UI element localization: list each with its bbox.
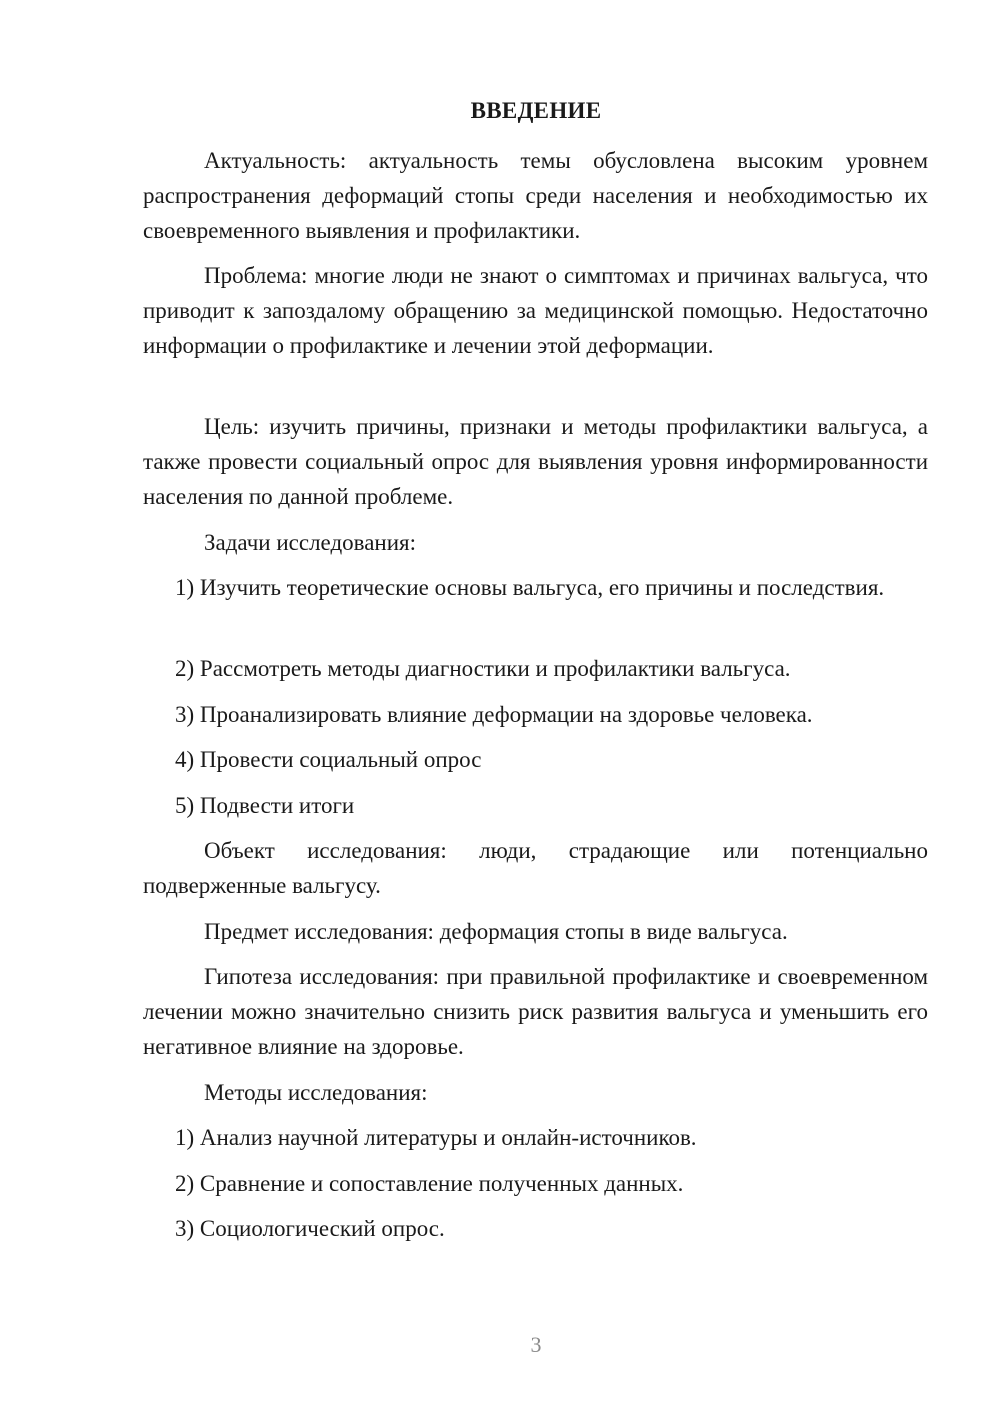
- object-paragraph: Объект исследования: люди, страдающие или потенциально подверженные вальгусу.: [143, 838, 928, 898]
- method-item: 3) Социологический опрос.: [175, 1216, 445, 1241]
- page-number: 3: [530, 1332, 542, 1357]
- task-item: 1) Изучить теоретические основы вальгуса, его причины и последствия.: [175, 575, 885, 600]
- task-item: 4) Провести социальный опрос: [175, 747, 482, 772]
- task-item: 2) Рассмотреть методы диагностики и профилактики вальгуса.: [175, 656, 791, 681]
- problem-paragraph: Проблема: многие люди не знают о симптомах и причинах вальгуса, что приводит к запоздалому обращению за медицинской помощью. Недостаточно информации о профилактике и лечении этой деформации.: [143, 263, 928, 358]
- hypothesis-paragraph: Гипотеза исследования: при правильной профилактике и своевременном лечении можно значительно снизить риск развития вальгуса и уменьшить его негативное влияние на здоровье.: [143, 964, 928, 1059]
- method-item: 2) Сравнение и сопоставление полученных данных.: [175, 1171, 684, 1196]
- tasks-heading: Задачи исследования:: [204, 530, 417, 555]
- method-item: 1) Анализ научной литературы и онлайн-источников.: [175, 1125, 697, 1150]
- subject-paragraph: Предмет исследования: деформация стопы в виде вальгуса.: [204, 919, 788, 944]
- goal-paragraph: Цель: изучить причины, признаки и методы профилактики вальгуса, а также провести социальный опрос для выявления уровня информированности населения по данной проблеме.: [143, 414, 928, 509]
- relevance-paragraph: Актуальность: актуальность темы обусловлена высоким уровнем распространения деформаций стопы среди населения и необходимостью их своевременного выявления и профилактики.: [143, 148, 928, 243]
- page-title: ВВЕДЕНИЕ: [470, 98, 602, 123]
- methods-heading: Методы исследования:: [204, 1080, 428, 1105]
- task-item: 5) Подвести итоги: [175, 793, 355, 818]
- task-item: 3) Проанализировать влияние деформации на здоровье человека.: [175, 702, 813, 727]
